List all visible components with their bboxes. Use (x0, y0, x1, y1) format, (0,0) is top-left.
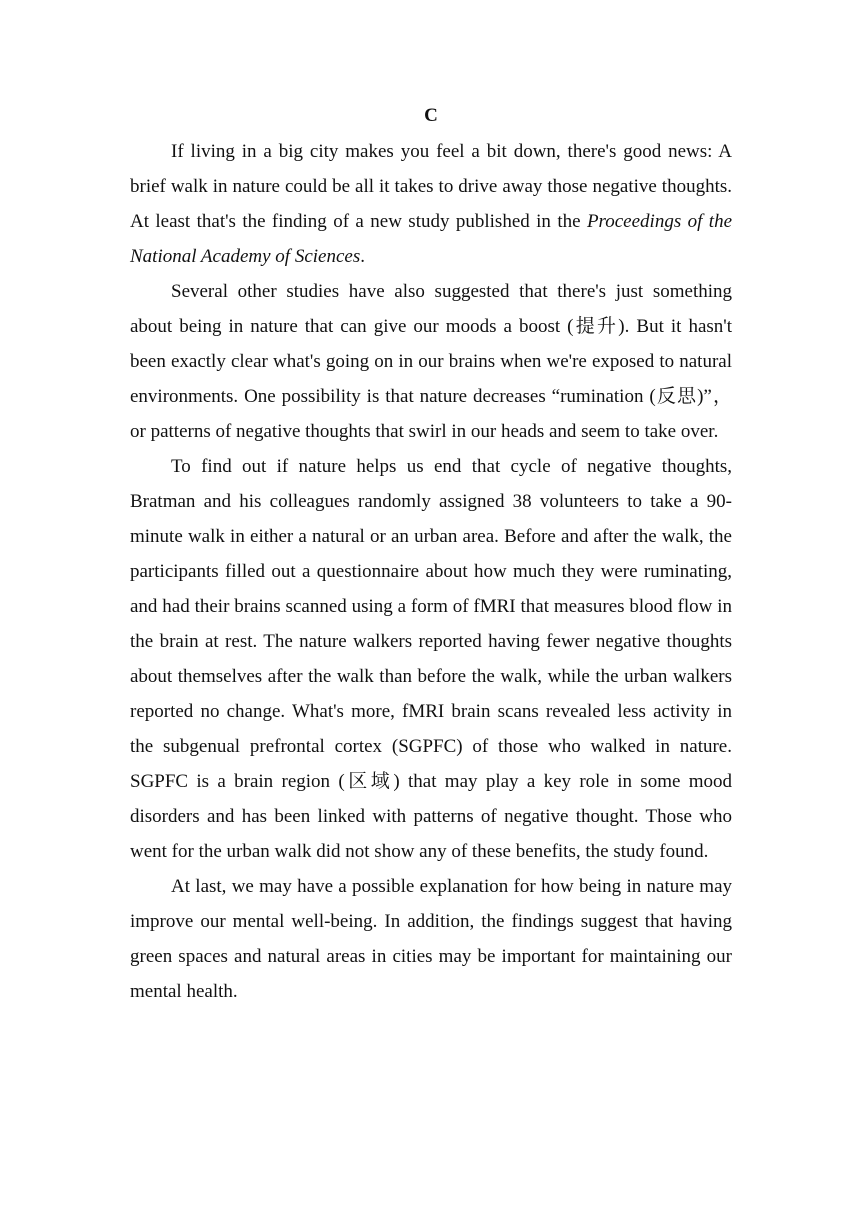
paragraph-4: At last, we may have a possible explanation for how being in nature may improve our mental well-being. In addition, the findings suggest that having green spaces and natural areas in cities may be important for maintaining our mental health. (130, 876, 732, 1002)
paragraph-2: Several other studies have also suggested that there's just something about being in nature that can give our moods a boost (提升). But it hasn't been exactly clear what's going on in our brains when we're exposed to natural environments. One possibility is that nature decreases “rumination (反思)”， or patterns of negative thoughts that swirl in our heads and seem to take over. (130, 281, 732, 442)
paragraph-3: To find out if nature helps us end that cycle of negative thoughts, Bratman and his colleagues randomly assigned 38 volunteers to take a 90-minute walk in either a natural or an urban area. Before and after the walk, the participants filled out a questionnaire about how much they were ruminating, and had their brains scanned using a form of fMRI that measures blood flow in the brain at rest. The nature walkers reported having fewer negative thoughts about themselves after the walk than before the walk, while the urban walkers reported no change. What's more, fMRI brain scans revealed less activity in the subgenual prefrontal cortex (SGPFC) of those who walked in nature. SGPFC is a brain region (区域) that may play a key role in some mood disorders and has been linked with patterns of negative thought. Those who went for the urban walk did not show any of these benefits, the study found. (130, 456, 732, 862)
journal-title: Proceedings of the National Academy of Sciences (130, 211, 733, 267)
paragraph-1-text: If living in a big city makes you feel a bit down, there's good news: A brief walk in nature could be all it takes to drive away those negative thoughts. At least that's the finding of a new study published in the (130, 141, 732, 232)
passage-heading: C (424, 105, 438, 126)
paragraph-1 (130, 134, 732, 274)
paragraph-1-end: . (360, 246, 365, 267)
passage (130, 101, 732, 1009)
